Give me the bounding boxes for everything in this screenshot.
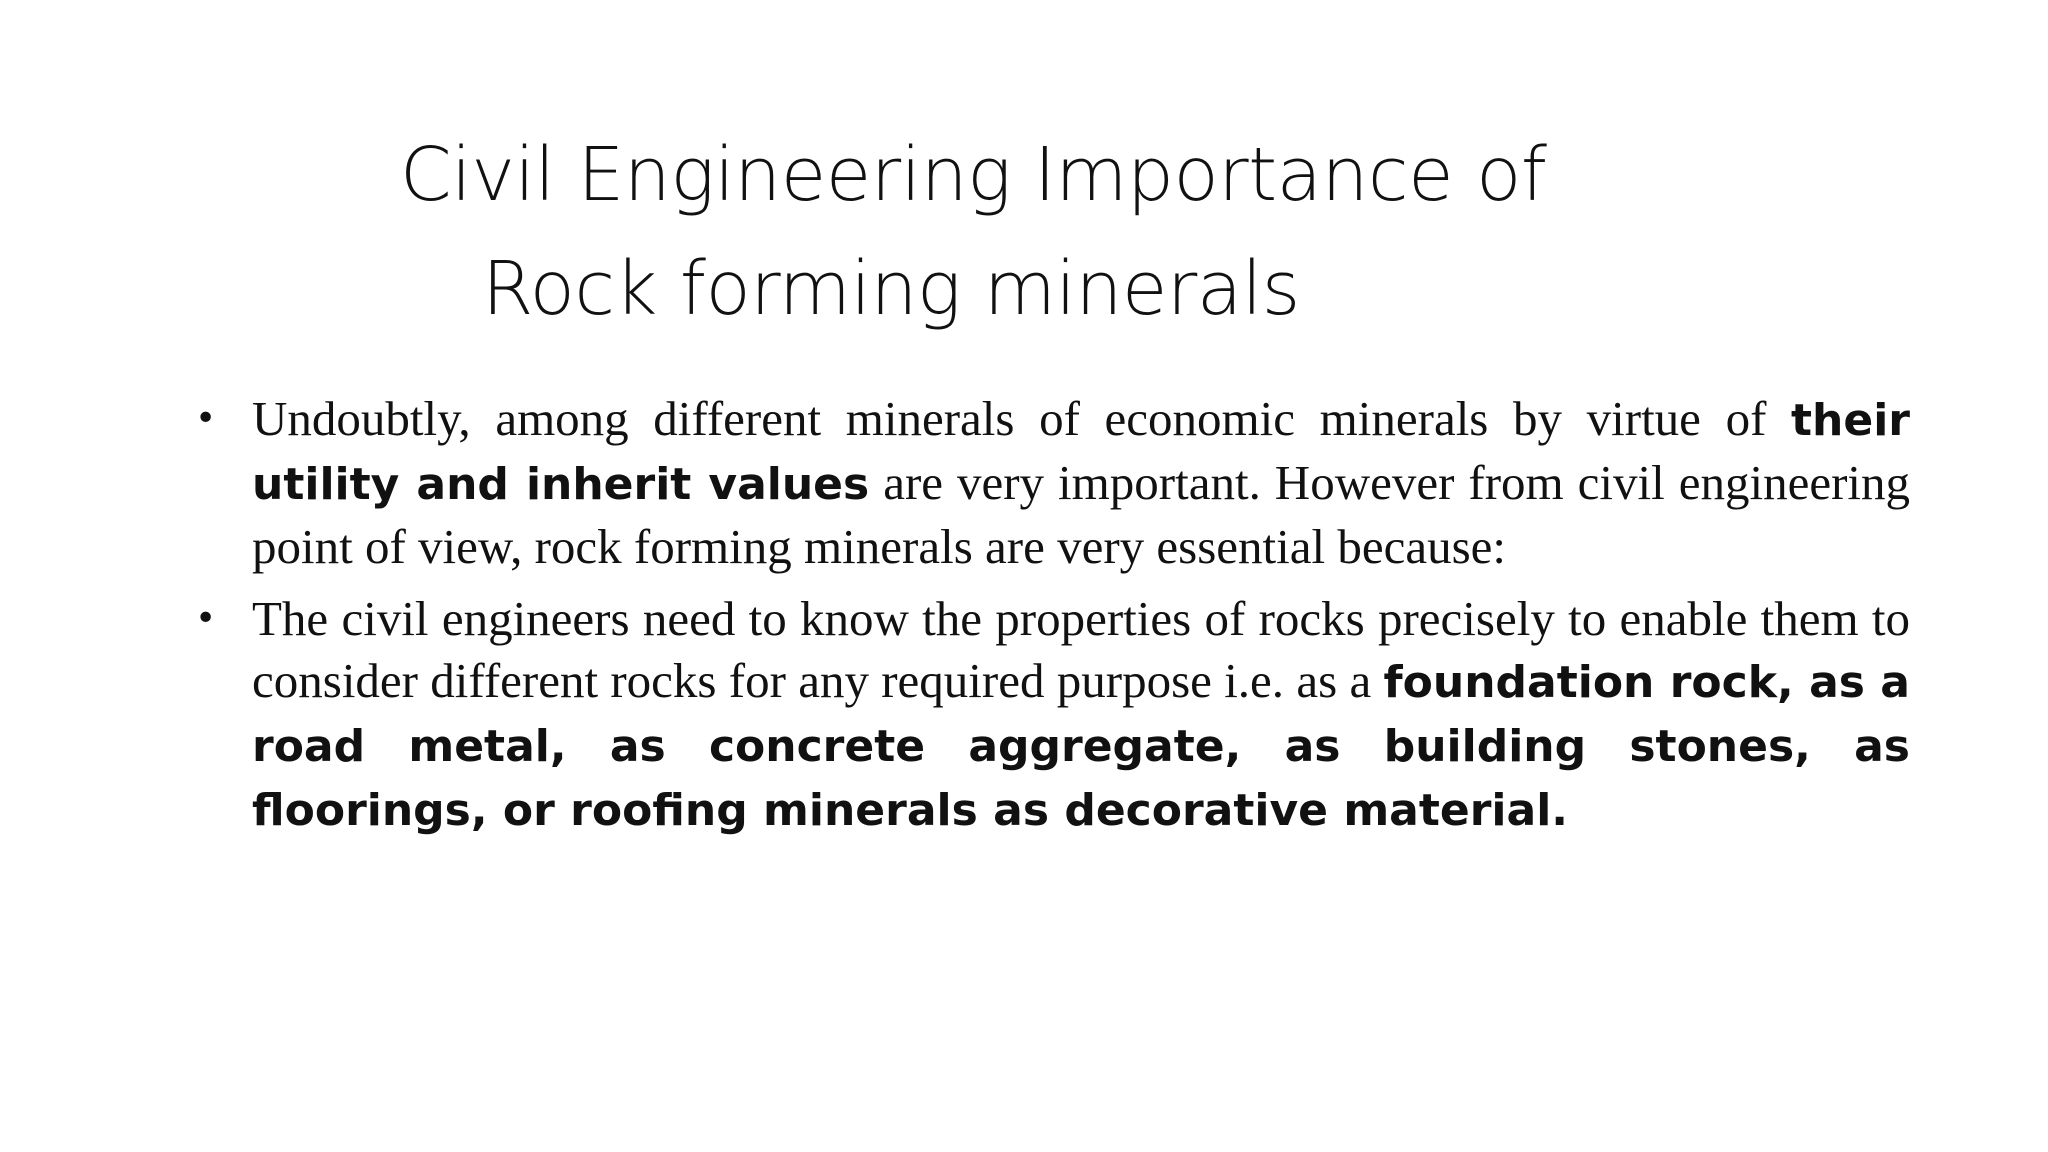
slide-title-line-1: Civil Engineering Importance of [400, 132, 1547, 218]
slide-title-line-2: Rock forming minerals [482, 246, 1300, 332]
bullet-1-text-end: are very important. However from civil engineering point of view, rock forming minerals are very essential because: [252, 455, 1910, 574]
bullet-item-2 [190, 588, 1910, 842]
bullet-list [190, 388, 1910, 852]
bullet-icon: • [195, 598, 217, 639]
bullet-icon: • [195, 398, 217, 439]
bullet-item-1 [190, 388, 1910, 578]
bullet-1-text-start: Undoubtly, among different minerals of economic minerals by virtue of [252, 391, 1792, 446]
bullet-1-bold-text: their utility and inherit values [252, 395, 1910, 510]
bullet-2-bold-text: foundation rock, as a road metal, as concrete aggregate, as building stones, as floorings, or roofing minerals as decorative material. [252, 657, 1911, 836]
bullet-2-text-start: The civil engineers need to know the properties of rocks precisely to enable them to consider different rocks for any required purpose i.e. as a [252, 591, 1910, 708]
